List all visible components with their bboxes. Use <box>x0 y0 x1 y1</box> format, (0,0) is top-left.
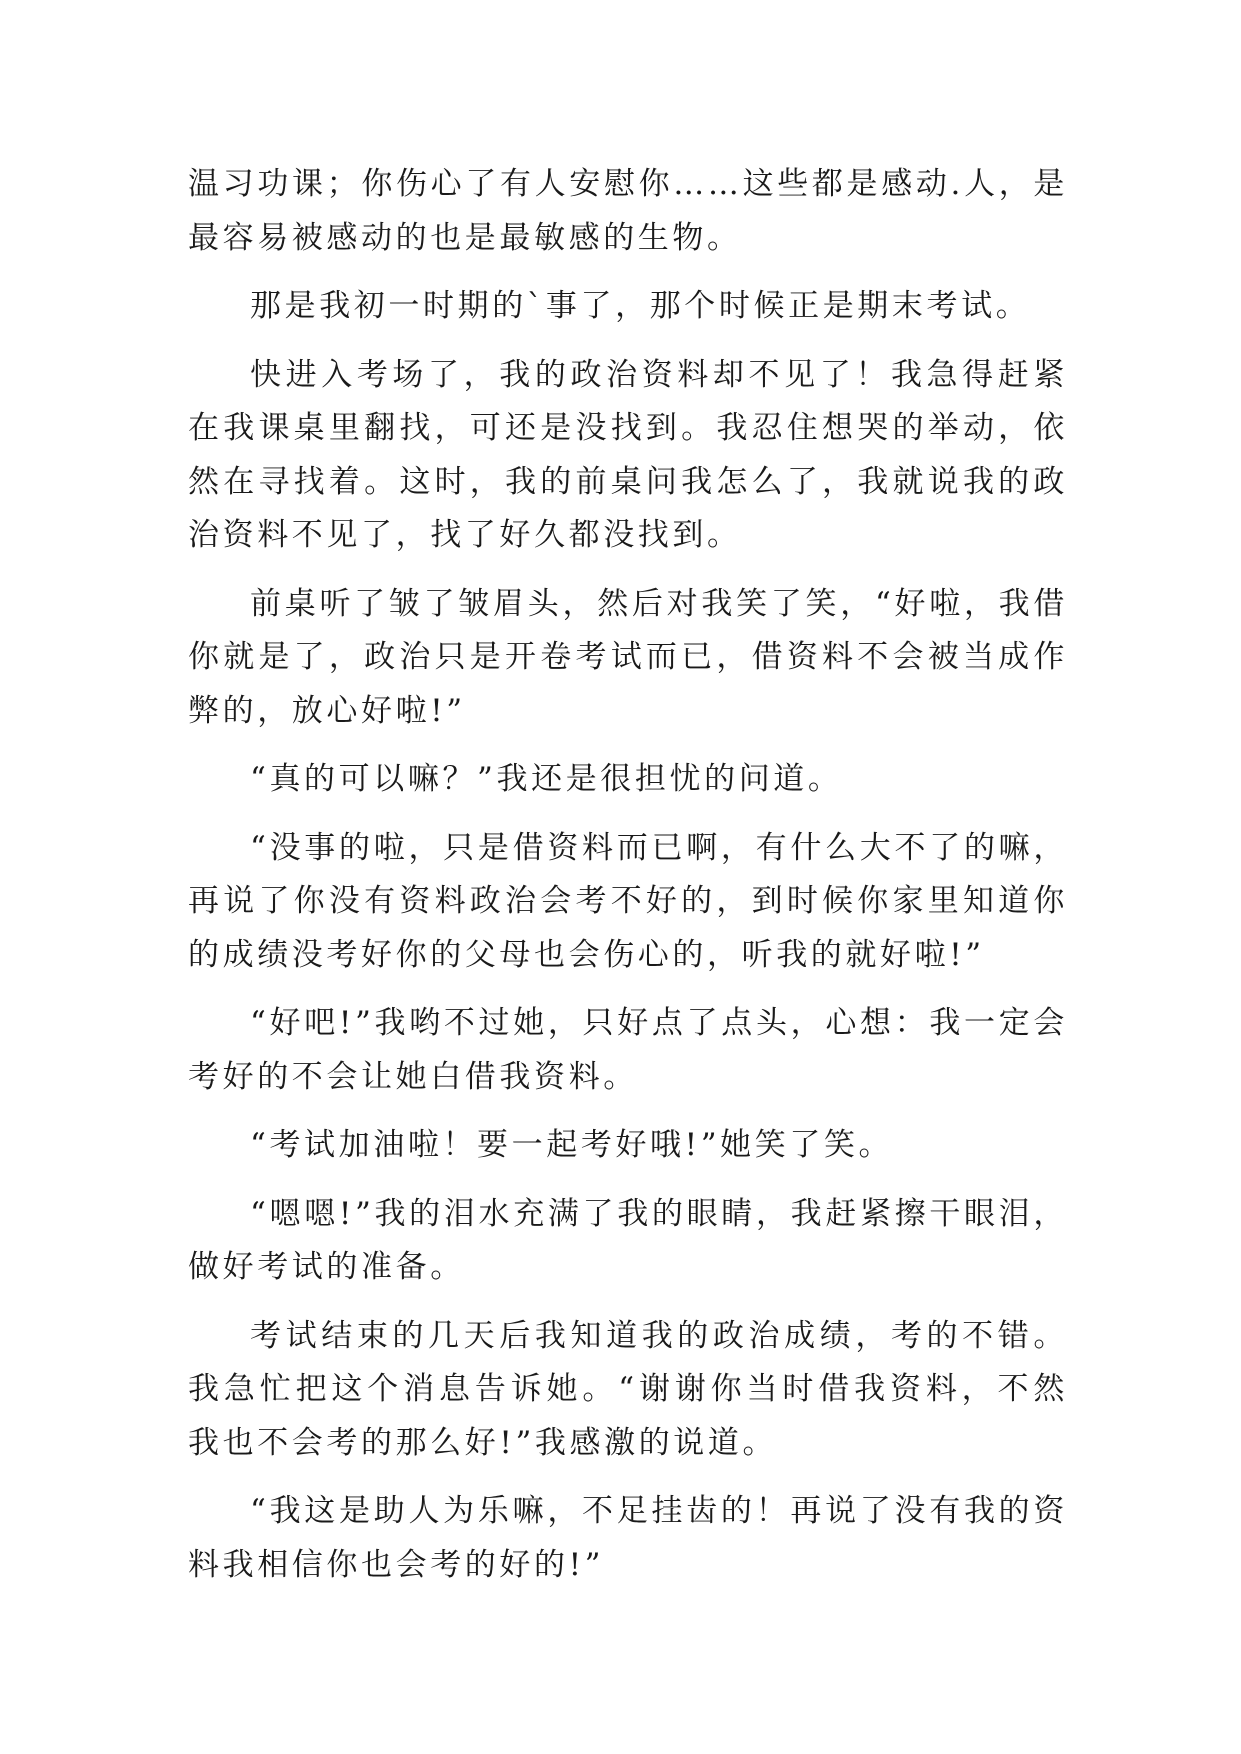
paragraph: 快进入考场了，我的政治资料却不见了！我急得赶紧在我课桌里翻找，可还是没找到。我忍住想哭的举动，依然在寻找着。这时，我的前桌问我怎么了，我就说我的政治资料不见了，找了好久都没找到。 <box>188 356 1068 553</box>
paragraph: “考试加油啦！要一起考好哦!”她笑了笑。 <box>250 1127 894 1163</box>
paragraph: 温习功课；你伤心了有人安慰你……这些都是感动.人，是最容易被感动的也是最敏感的生物。 <box>188 166 1068 256</box>
paragraph: 前桌听了皱了皱眉头，然后对我笑了笑，“好啦，我借你就是了，政治只是开卷考试而已，借资料不会被当成作弊的，放心好啦!” <box>188 585 1068 729</box>
document-body <box>188 158 1068 1607</box>
paragraph: “嗯嗯!”我的泪水充满了我的眼睛，我赶紧擦干眼泪，做好考试的准备。 <box>188 1195 1068 1285</box>
paragraph: “好吧!”我哟不过她，只好点了点头，心想：我一定会考好的不会让她白借我资料。 <box>188 1005 1068 1095</box>
paragraph: “真的可以嘛？”我还是很担忧的问道。 <box>250 761 843 797</box>
paragraph: “我这是助人为乐嘛，不足挂齿的！再说了没有我的资料我相信你也会考的好的!” <box>188 1493 1068 1583</box>
paragraph: “没事的啦，只是借资料而已啊，有什么大不了的嘛，再说了你没有资料政治会考不好的，到时候你家里知道你的成绩没考好你的父母也会伤心的，听我的就好啦!” <box>188 829 1068 973</box>
paragraph: 那是我初一时期的`事了，那个时候正是期末考试。 <box>250 288 1031 324</box>
paragraph: 考试结束的几天后我知道我的政治成绩，考的不错。我急忙把这个消息告诉她。“谢谢你当时借我资料，不然我也不会考的那么好!”我感激的说道。 <box>188 1317 1068 1461</box>
